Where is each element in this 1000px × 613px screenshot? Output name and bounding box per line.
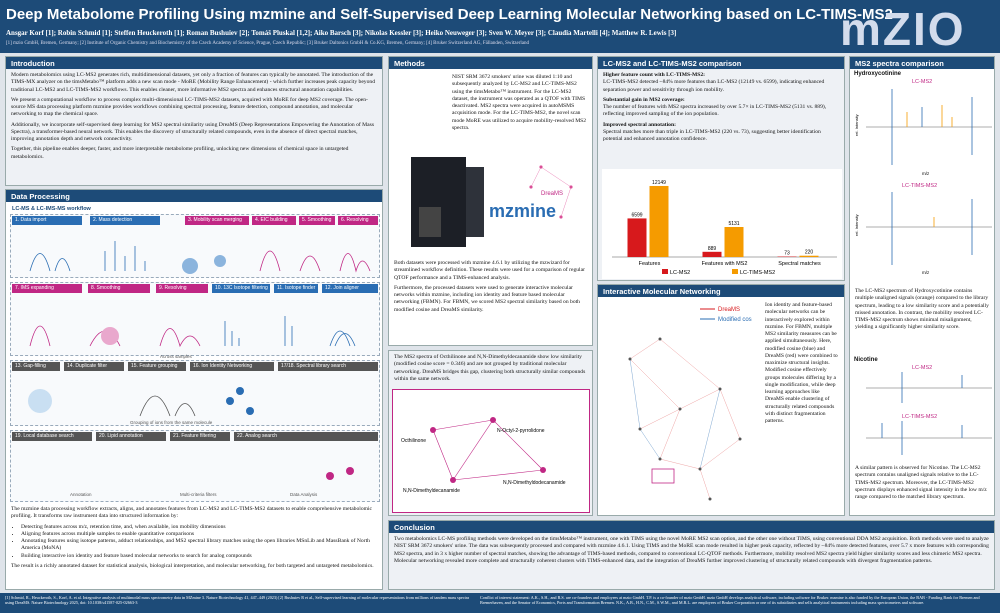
bullet: • Aligning features across multiple samples to enable quantitative comparisons <box>21 531 377 538</box>
hydroxy-title: Hydroxycotinine <box>854 71 902 77</box>
network-section <box>597 284 845 516</box>
step-10: 10. 13C Isotope filtering <box>212 284 270 293</box>
comparison-heading: LC-MS2 and LC-TIMS-MS2 comparison <box>598 57 844 69</box>
methods-p1: NIST SRM 3672 smokers' urine was diluted 1:10 and subsequently analyzed by LC-MS2 and LC-TIMS-MS2 using the timsMetabo™ instrument. For the LC-MS2 dataset, the instrument was operated as a QTOF with TIMS deactivated. MS2 spectra were acquired in autoMSMS acquisition mode. For the LC-TIMS-MS2, the novel scan mode MoRE was utilized to acquire mobility-resolved MS2 spectra. <box>452 74 587 131</box>
net-node <box>540 166 543 169</box>
h1: Higher feature count with LC-TIMS-MS2: <box>603 72 706 78</box>
step-20: 20. Lipid annotation <box>96 432 166 441</box>
bullet: • Annotating features using isotope patterns, adduct relationships, and MS2 spectral library matches using the open libraries MSnLib and MassBank of North America (MoNA) <box>21 538 377 553</box>
step-16: 16. Ion Identity Networking <box>190 362 274 371</box>
nicotine-lc-label: LC-MS2 <box>912 365 933 371</box>
network-text: Ion identity and feature-based molecular networks can be interactively explored within mzmine. For FBMN, multiple MS2 similarity measures can be applied simultaneously. Here, modified cosine (blue) and DreaMS (red) were combined to maximize structural insights. Modified cosine effectively groups molecules differing by a single modification, while deep learning approaches like DreaMS enable clustering of structurally related compounds with distinct fragmentation patterns. <box>765 302 838 425</box>
legend-dreams: DreaMS <box>718 307 741 313</box>
intro-section <box>5 56 383 186</box>
conclusion-heading: Conclusion <box>389 521 994 533</box>
step-22: 22. Analog search <box>234 432 378 441</box>
label-data-analysis: Data Analysis <box>290 492 318 497</box>
bar-lc-tims-ms2-1 <box>725 227 744 257</box>
intro-heading: Introduction <box>6 57 382 69</box>
legend-swatch <box>662 269 668 274</box>
bar-lc-tims-ms2-2 <box>800 256 819 257</box>
step-13: 13. Gap-filling <box>12 362 60 371</box>
bar-value-label: 6599 <box>631 212 643 219</box>
step-1: 1. Data import <box>12 216 82 225</box>
legend-swatch <box>732 269 738 274</box>
category-label: Features with MS2 <box>701 261 748 267</box>
network-node[interactable] <box>629 358 632 361</box>
h2: Substantial gain in MS2 coverage: <box>603 96 685 103</box>
h3: Improved spectral annotation: <box>603 121 676 128</box>
step-14: 14. Duplicate filter <box>64 362 124 371</box>
spectra-section <box>849 56 995 516</box>
bar-value-label: 220 <box>804 249 814 256</box>
highlight-box <box>652 469 674 483</box>
nicotine-title: Nicotine <box>854 357 878 363</box>
methods-heading: Methods <box>389 57 592 69</box>
category-label: Features <box>638 261 661 267</box>
step-3: 3. Mobility scan merging <box>185 216 249 225</box>
step-9: 9. Resolving <box>156 284 208 293</box>
network-heading: Interactive Molecular Networking <box>598 285 844 297</box>
legend-label: LC-TIMS-MS2 <box>740 270 776 276</box>
spectra-p2: A similar pattern is observed for Nicotine. The LC-MS2 spectrum contains unaligned signals relative to the LC-TIMS-MS2 spectrum. Moreover, the LC-TIMS-MS2 spectrum displays enhanced signal intensity in the low m/z range compared to the matched library spectrum. <box>855 465 987 501</box>
conflict-statement: Conflict of interest statement: A.K., S.H., and R.S. are co-founders and employees at mzio GmbH. T.P. is a co-founder of mzio GmbH. mzio GmbH develops analytical software, including software for Bruker. mzmine is also funded by the European Union, the BAB - Funding Bank for Bremen and Bremerhaven, and the Senator of Economics, Ports and Transformation Bremen. N.K., A.B., H.N., C.M., S.W.M., and M.R.L. are employees of Bruker Corporation or one of its subsidiaries and sells analytical instruments including mass spectrometers and software. <box>480 595 980 606</box>
network-node <box>246 407 254 415</box>
methods-text <box>389 257 593 320</box>
octhilinone-label: Octhilinone <box>401 438 427 444</box>
label-grouping: Grouping of ions from the same molecule <box>130 420 213 425</box>
network-node <box>236 387 244 395</box>
network-node[interactable] <box>719 388 722 391</box>
hydroxy-lc-ylabel: rel. Intensity <box>854 114 859 136</box>
methods-p3: Furthermore, the processed datasets were used to generate interactive molecular networks within mzmine, including ion identity and feature based molecular networking (FBMN). For FBMN, we scored MS2 spectral similarity based on both modified cosine and DreaMS similarity. <box>394 284 580 313</box>
bar-value-label: 73 <box>784 250 790 257</box>
bullet: • Building interactive ion identity and feature based molecular networks to search for analog compounds <box>21 553 377 560</box>
step-11: 11. Isotope finder <box>274 284 318 293</box>
network-node[interactable] <box>659 338 662 341</box>
net-node <box>530 186 533 189</box>
conclusion-section <box>388 520 995 590</box>
bar-lc-ms2-1 <box>703 252 722 257</box>
hydroxy-lc-xlabel: m/z <box>922 171 930 176</box>
hydroxy-tims-ylabel: rel. Intensity <box>854 214 859 236</box>
instrument-side <box>466 167 484 237</box>
step-17-18: 17/18. Spectral library search <box>278 362 378 371</box>
poster-title: Deep Metabolome Profiling Using mzmine and Self-Supervised Deep Learning Molecular Networking based on LC-TIMS-MS2 <box>6 6 893 23</box>
step-2: 2. Mass detection <box>90 216 160 225</box>
step-7: 7. IMS expanding <box>12 284 82 293</box>
category-label: Spectral matches <box>778 261 821 267</box>
methods-section <box>388 56 593 346</box>
intro-p1: Modern metabolomics using LC-MS2 generates rich, multidimensional datasets, yet only a fraction of features can typically be annotated. The introduction of the TIMS-MX analyzer on the timsMetabo™ platform adds a new scan mode - MoRE (Mobility Range Enhancement) - which further increases peak capacity beyond traditional LC-MS2 and LC-TIMS-MS2 workflows. This enables cleaner, more informative MS2 spectra and enhances structural annotation capabilities. <box>11 72 375 93</box>
legend-label: LC-MS2 <box>670 270 691 276</box>
molecular-network[interactable] <box>600 299 760 515</box>
hydroxy-lc-label: LC-MS2 <box>912 79 933 85</box>
pyrrolidone-label: N-Octyl-2-pyrrolidone <box>497 428 545 434</box>
label-filters: Multi-criteria filters <box>180 492 217 497</box>
isotope-pattern <box>225 316 292 346</box>
step-5: 5. Smoothing <box>299 216 335 225</box>
hydroxy-tims-label: LC-TIMS-MS2 <box>902 183 938 189</box>
step-4: 4. EIC building <box>252 216 296 225</box>
intro-p4: Together, this pipeline enables deeper, faster, and more interpretable metabolome profiling, unlocking new dimensions of chemical space in untargeted metabolomics. <box>11 146 349 160</box>
label-across-samples: Across samples <box>160 354 192 359</box>
mobility-blob <box>182 258 198 274</box>
mobility-blob <box>214 255 226 267</box>
mzmine-logo: mzmine <box>489 201 557 221</box>
pyrrolidone-node[interactable] <box>490 417 496 423</box>
net-node <box>560 216 563 219</box>
hydroxy-spectra <box>852 77 994 277</box>
instrument-front <box>419 207 441 237</box>
aligned-peaks <box>330 331 355 346</box>
network-node <box>226 397 234 405</box>
octhilinone-node[interactable] <box>430 427 436 433</box>
bar-value-label: 5131 <box>728 221 740 228</box>
nicotine-spectra <box>852 363 994 459</box>
hydroxy-tims-xlabel: m/z <box>922 270 930 275</box>
dreams-label: DreaMS <box>541 191 564 197</box>
network-node[interactable] <box>699 468 702 471</box>
label-annotation: Annotation <box>70 492 92 497</box>
decanamide-node[interactable] <box>450 477 456 483</box>
network-node[interactable] <box>639 428 642 431</box>
nicotine-tims-label: LC-TIMS-MS2 <box>902 414 938 420</box>
octhilinone-text: The MS2 spectra of Octhilinone and N,N-Dimethyldecanamide show low similarity (modified cosine score = 0.346) and are not grouped by traditional molecular networking. DreaMS bridges this gap, clustering both structurally similar compounds within the same network. <box>394 354 586 382</box>
instrument-illustration <box>391 147 591 257</box>
processing-p1: The mzmine data processing workflow extracts, aligns, and annotates features from LC-MS2 and LC-TIMS-MS2 datasets to enable comprehensive metabolomic profiling. It transforms raw instrument data into structured information by: <box>11 506 373 520</box>
references: [1] Schmid, R., Heuckeroth, S., Korf, A. et al. Integrative analysis of multimodal mass spectrometry data in MZmine 3. Nature Biotechnology 41, 447–449 (2023) [2] Bushuiev R et al., Self-supervised learning of molecular representations from millions of tandem mass spectra using DreaMS. Nature Biotechnology 2025, doi: 10.1038/s41587-025-02663-3 <box>5 595 470 606</box>
net-node <box>570 186 573 189</box>
legend-cosine: Modified cos <box>718 317 752 323</box>
feature-bar-chart <box>602 169 842 279</box>
bar-lc-ms2-0 <box>628 218 647 257</box>
decanamide-label: N,N-Dimethyldecanamide <box>403 488 460 494</box>
comparison-text <box>598 69 844 149</box>
conclusion-text: Two metabolomics LC-MS profiling methods were developed on the timsMetabo™ instrument, one with TIMS using the novel MoRE MS2 scan option, and the other one without TIMS, using conventional DDA MS2 acquisition. Both methods were used to analyze NIST SRM 3672 smokers' urine. The data was subsequently processed and compared with mzmine 4.6.1. Using TIMS and the MoRE scan mode resulted in higher peak capacity, reflected by ~84% more detected features, over 5.7 x more features with corresponding MS2 spectra, and in 3 x higher number of spectral matches, showing the advantage of TIMS-based methods, compared to conventional LC-QTOF methods. Furthermore, mobility resolved MS2 spectra yield higher similarity scores and less chimeric MS2 spectra. Molecular networking revealed more complete and structurally coherent clusters with TIMS-enhanced data, and the integration of DreaMS further improved clustering of structurally related compounds with divergent fragmentation patterns. <box>394 536 989 564</box>
step-15: 15. Feature grouping <box>128 362 186 371</box>
processing-text <box>6 503 382 576</box>
logo-text: mZIO <box>840 3 966 50</box>
t2: The number of features with MS2 spectra increased by over 5.7× in LC-TIMS-MS2 (5131 vs. 889), reflecting improved sampling of the ion population. <box>603 104 827 118</box>
octhilinone-section <box>388 350 593 516</box>
processing-section <box>5 189 383 590</box>
ims-blob <box>101 327 119 345</box>
affiliations: [1] mzio GmbH, Bremen, Germany; [2] Institute of Organic Chemistry and Biochemistry of the Czech Academy of Science, Prague, Czech Republic; [3] Bruker Daltonics GmbH & Co.KG, Bremen, Germany; [4] Bruker Switzerland AG, Fällanden, Switzerland <box>6 41 529 46</box>
analog-node <box>346 467 354 475</box>
footer <box>0 593 1000 613</box>
processing-bullets <box>11 524 377 560</box>
header <box>0 0 1000 53</box>
mzio-logo <box>834 3 994 50</box>
spectra-heading: MS2 spectra comparison <box>850 57 994 69</box>
bar-value-label: 889 <box>707 245 717 252</box>
step-19: 19. Local database search <box>12 432 92 441</box>
network-node[interactable] <box>739 438 742 441</box>
workflow-plots <box>10 226 380 502</box>
workflow-diagram <box>10 206 380 502</box>
octhilinone-network <box>392 389 590 513</box>
step-12: 12. Join aligner <box>322 284 378 293</box>
processing-heading: Data Processing <box>6 190 382 202</box>
methods-p2: Both datasets were processed with mzmine 4.6.1 by utilizing the mzwizard for streamlined workflow definition. These results were used for a comparison of regular QTOF performance and a TIMS-enhanced analysis. <box>394 260 585 281</box>
t1: LC-TIMS-MS2 detected ~84% more features than LC-MS2 (12149 vs. 6599), indicating enhanced separation power and sensitivity through ion mobility. <box>603 79 825 93</box>
step-6: 6. Resolving <box>338 216 378 225</box>
dodecanamide-label: N,N-Dimethyldodecanamide <box>503 480 566 486</box>
bar-lc-tims-ms2-0 <box>650 186 669 257</box>
network-node[interactable] <box>709 498 712 501</box>
network-node[interactable] <box>659 458 662 461</box>
gap-fill-circle <box>28 389 52 413</box>
grouped-features <box>140 396 195 416</box>
comparison-section <box>597 56 845 281</box>
bar-value-label: 12149 <box>652 179 666 186</box>
dodecanamide-node[interactable] <box>540 467 546 473</box>
t3: Spectral matches more than triple in LC-TIMS-MS2 (220 vs. 73), suggesting better identification potential and enhanced annotation confidence. <box>603 128 821 143</box>
bullet: • Detecting features across m/z, retention time, and, when available, ion mobility dimensions <box>21 524 377 531</box>
mass-spectrum <box>105 241 145 271</box>
processing-p2: The result is a richly annotated dataset for statistical analysis, biological interpretation, and molecular networking, for both targeted and untargeted metabolomics. <box>11 562 374 569</box>
chromatogram-peak <box>30 254 70 272</box>
step-8: 8. Smoothing <box>88 284 150 293</box>
eic-peaks <box>260 251 370 271</box>
spectra-p1: The LC-MS2 spectrum of Hydroxycotinine contains multiple unaligned signals (orange) compared to the library spectrum, leading to a low similarity score and a potentially missed annotation. In contrast, the mobility resolved LC-TIMS-MS2 spectrum shows minimal misalignment, yielding a significantly higher similarity score. <box>855 288 989 331</box>
workflow-title: LC-MS & LC-IMS-MS workflow <box>12 206 91 212</box>
analog-node <box>326 472 334 480</box>
authors: Ansgar Korf [1]; Robin Schmid [1]; Steffen Heuckeroth [1]; Roman Bushuiev [2]; Tomáš Pluskal [1,2]; Aiko Barsch [3]; Nikolas Kessler [3]; Heiko Neuweger [3]; Sven W. Meyer [3]; Claudia Martelli [4]; Matthew R. Lewis [3] <box>6 29 677 37</box>
step-21: 21. Feature filtering <box>170 432 230 441</box>
network-node[interactable] <box>679 408 682 411</box>
intro-p2: We present a computational workflow to process complex multi-dimensional LC-TIMS-MS2 datasets, acquired with MoRE for deep MS2 coverage. The open-source MS data processing platform mzmine provides workflows combining spectral processing, feature detection, compound annotation, and molecular networking to map the chemical space. <box>11 96 368 118</box>
intro-p3: Additionally, we incorporate self-supervised deep learning for MS2 spectral similarity using DreaMS (Deep Representations Empowering the Annotation of Mass Spectra), a transformer-based neural network. This enables the discovery of structurally related compounds, even in the absence of direct spectral matches, improving annotation depth and network connectivity. <box>11 121 374 143</box>
